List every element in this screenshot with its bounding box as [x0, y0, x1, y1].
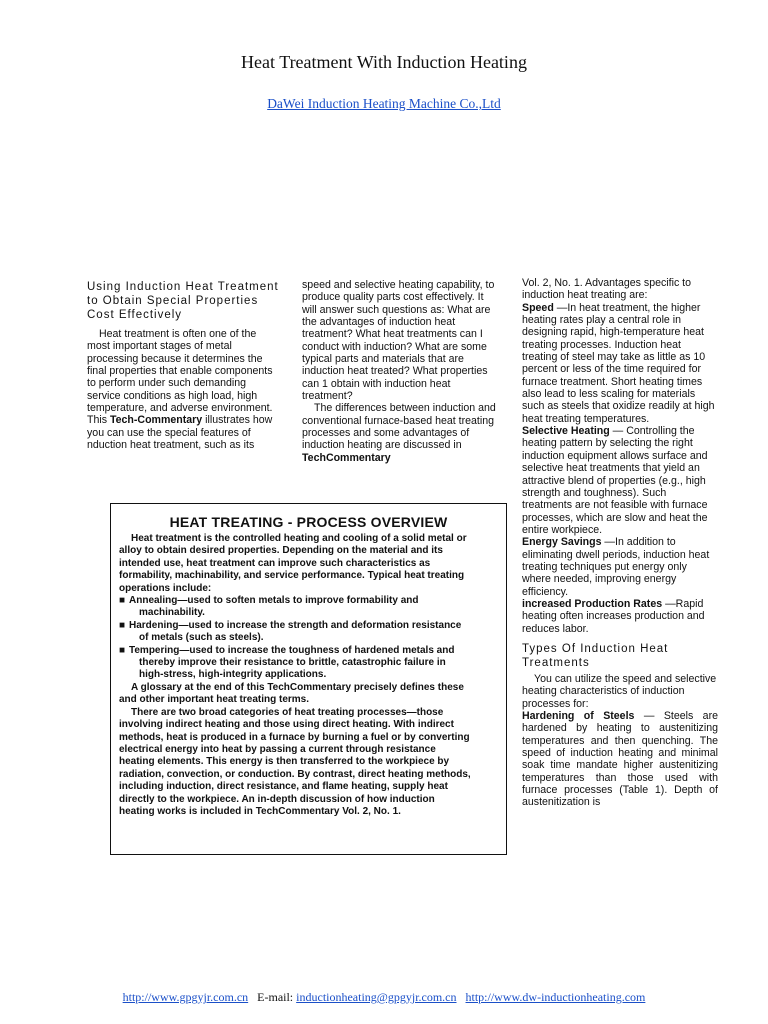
process-overview-box: [110, 503, 507, 855]
column-2: [302, 279, 496, 464]
box-body: [119, 533, 471, 818]
section-heading-using-induction: Using Induction Heat Treatment to Obtain Special Properties Cost Effectively: [87, 281, 279, 321]
col3-types-intro: You can utilize the speed and selective heating characteristics of induction processes for:: [522, 672, 717, 710]
production-label: increased Production Rates: [522, 597, 663, 610]
box-paragraph-1: Heat treatment is the controlled heating and cooling of a solid metal or alloy to obtain desired properties. Depending on the material and its intended use, heat treatment can improve such characteristics as formability, machinability, and service performance. Typical heat treating operations include:: [119, 533, 467, 594]
box-paragraph-2: A glossary at the end of this TechCommentary precisely defines these and other important heat treating terms.: [119, 681, 464, 706]
speed-text: —In heat treatment, the higher heating rates play a central role in designing rapid, high-temperature heat treating processes. Induction heat treating of steel may take as little as 10 percent or less of the time required for furnace treatment. Short heating times also lead to less scaling for materials such as steels that oxidize readily at high heat treating temperatures.: [522, 301, 715, 425]
bullet-text: Hardening—used to increase the strength and deformation resistance of metals (such as steels).: [129, 619, 462, 644]
box-bullet-annealing: [119, 595, 471, 620]
bullet-square-icon: ■: [119, 644, 126, 656]
speed-label: Speed: [522, 301, 554, 314]
selective-text: — Controlling the heating pattern by selecting the right induction equipment allows surface and selective heat treatments that yield an attractive blend of properties (e.g., high strength and toughness). Such treatments are not feasible with furnace processes, which are slow and heat the entire workpiece.: [522, 425, 708, 536]
footer-email-label: E-mail:: [257, 990, 294, 1004]
bullet-text: Annealing—used to soften metals to improve formability and machinability.: [129, 595, 419, 619]
bullet-square-icon: ■: [119, 619, 126, 631]
bullet-square-icon: ■: [119, 595, 126, 607]
box-bullet-tempering: [119, 645, 471, 682]
box-title: HEAT TREATING - PROCESS OVERVIEW: [169, 514, 448, 530]
box-paragraph-3: There are two broad categories of heat treating processes—those involving indirect heating and those using direct heating. With indirect methods, heat is produced in a furnace by burning a fuel or by converting electrical energy into heat by passing a current through resistance heating elements. This energy is then transferred to the workpiece by radiation, convection, or conduction. By contrast, direct heating methods, including induction, direct resistance, and flame heating, supply heat directly to the workpiece. An in-depth discussion of how induction heating works is included in TechCommentary Vol. 2, No. 1.: [119, 706, 471, 817]
col3-intro: Vol. 2, No. 1. Advantages specific to induction heat treating are:: [522, 277, 692, 302]
col1-paragraph: [87, 328, 281, 451]
company-link[interactable]: DaWei Induction Heating Machine Co.,Ltd: [267, 96, 501, 111]
footer-email-link[interactable]: inductionheating@gpgyjr.com.cn: [296, 990, 457, 1004]
col2-paragraph-2: [302, 402, 496, 464]
col2-text-a: The differences between induction and conventional furnace-based heat treating processes and some advantages of induction heating are discussed in: [302, 402, 496, 452]
box-bullet-hardening: [119, 620, 471, 645]
hardening-text: — Steels are hardened by heating to austenitizing temperatures and then quenching. The speed of induction heating and minimal soak time mandate higher austenitizing temperatures than those used with furnace processes (Table 1). Depth of austenitization is: [522, 710, 718, 809]
selective-label: Selective Heating: [522, 425, 610, 438]
hardening-label: Hardening of Steels: [522, 710, 635, 722]
col2-paragraph-1: speed and selective heating capability, to produce quality parts cost effectively. It will answer such questions as: What are the advantages of induction heat treatment? What heat treatments can I conduct with induction? What are some typical parts and materials that are induction heat treated? What properties can 1 obtain with induction heat treatment?: [302, 279, 495, 403]
col3-production: [522, 598, 718, 635]
production-text: —Rapid heating often increases production and reduces labor.: [522, 597, 705, 635]
footer-link-dw[interactable]: http://www.dw-inductionheating.com: [465, 990, 646, 1004]
footer: [0, 990, 768, 1005]
energy-text: —In addition to eliminating dwell periods, induction heat treating techniques put energy only where needed, improving energy efficiency.: [522, 536, 710, 598]
col3-hardening: [522, 710, 718, 809]
col1-text-bold: Tech-Commentary: [109, 414, 203, 427]
col1-text-a: Heat treatment is often one of the most important stages of metal processing because it determines the final properties that enable components to perform under such demanding service conditions as high load, high temperature, and adverse environment. This: [87, 328, 273, 427]
column-3: [522, 277, 718, 809]
column-1: [87, 280, 281, 451]
footer-link-gpgyjr[interactable]: http://www.gpgyjr.com.cn: [122, 990, 249, 1004]
section-heading-types: Types Of Induction Heat Treatments: [522, 642, 669, 669]
col1-text-c: illustrates how you can use the special features of nduction heat treatment, such as its: [87, 414, 273, 452]
col3-selective: [522, 425, 718, 536]
document-title: Heat Treatment With Induction Heating: [241, 52, 527, 72]
energy-label: Energy Savings: [522, 536, 602, 549]
col3-energy: [522, 536, 718, 598]
col2-text-bold: TechCommentary: [302, 451, 391, 464]
col3-speed: [522, 302, 718, 425]
bullet-text: Tempering—used to increase the toughness of hardened metals and thereby improve their resistance to brittle, catastrophic failure in high-stress, high-integrity applications.: [129, 644, 455, 681]
